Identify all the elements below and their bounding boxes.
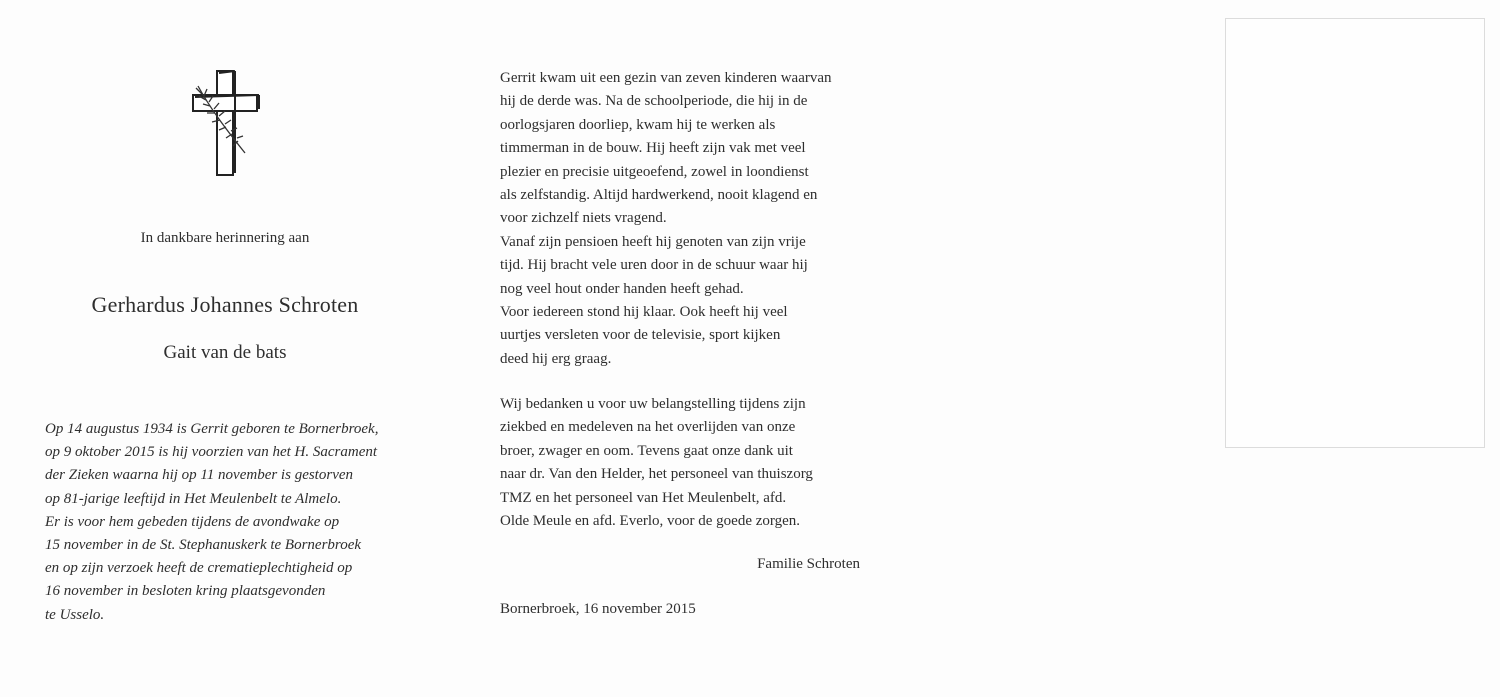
biography-text bbox=[45, 418, 425, 627]
story-line: deed hij erg graag. bbox=[500, 350, 612, 367]
bio-line: 15 november in de St. Stephanuskerk te Bornerbroek bbox=[45, 537, 362, 554]
story-line: voor zichzelf niets vragend. bbox=[500, 210, 667, 227]
bio-line: Op 14 augustus 1934 is Gerrit geboren te Bornerbroek, bbox=[45, 421, 379, 437]
place-date: Bornerbroek, 16 november 2015 bbox=[500, 601, 696, 617]
story-line: Voor iedereen stond hij klaar. Ook heeft hij veel bbox=[500, 304, 788, 321]
bio-line: Er is voor hem gebeden tijdens de avondwake op bbox=[45, 513, 340, 530]
family-signature: Familie Schroten bbox=[757, 556, 860, 572]
story-line: timmerman in de bouw. Hij heeft zijn vak met veel bbox=[500, 140, 806, 157]
nickname: Gait van de bats bbox=[163, 342, 287, 363]
thanks-line: broer, zwager en oom. Tevens gaat onze dank uit bbox=[500, 442, 793, 459]
intro-text: In dankbare herinnering aan bbox=[140, 230, 310, 246]
story-line: hij de derde was. Na de schoolperiode, die hij in de bbox=[500, 93, 808, 110]
thanks-line: ziekbed en medeleven na het overlijden van onze bbox=[500, 419, 796, 436]
bio-line: der Zieken waarna hij op 11 november is gestorven bbox=[45, 467, 354, 484]
thanks-text bbox=[500, 393, 870, 533]
bio-line: op 81-jarige leeftijd in Het Meulenbelt te Almelo. bbox=[45, 490, 342, 507]
story-line: Vanaf zijn pensioen heeft hij genoten van zijn vrije bbox=[500, 233, 806, 250]
thanks-line: naar dr. Van den Helder, het personeel van thuiszorg bbox=[500, 466, 813, 483]
thanks-line: Olde Meule en afd. Everlo, voor de goede zorgen. bbox=[500, 513, 801, 530]
story-line: als zelfstandig. Altijd hardwerkend, nooit klagend en bbox=[500, 187, 818, 204]
story-line: uurtjes versleten voor de televisie, sport kijken bbox=[500, 327, 781, 344]
story-line: tijd. Hij bracht vele uren door in de schuur waar hij bbox=[500, 257, 808, 274]
thanks-line: Wij bedanken u voor uw belangstelling tijdens zijn bbox=[500, 396, 806, 412]
bio-line: te Usselo. bbox=[45, 606, 105, 623]
story-line: Gerrit kwam uit een gezin van zeven kinderen waarvan bbox=[500, 70, 832, 86]
bio-line: en op zijn verzoek heeft de crematieplechtigheid op bbox=[45, 560, 353, 577]
story-line: oorlogsjaren doorliep, kwam hij te werken als bbox=[500, 116, 776, 133]
story-line: nog veel hout onder handen heeft gehad. bbox=[500, 280, 744, 297]
thanks-line: TMZ en het personeel van Het Meulenbelt, afd. bbox=[500, 489, 787, 506]
deceased-name: Gerhardus Johannes Schroten bbox=[91, 292, 359, 317]
bio-line: op 9 oktober 2015 is hij voorzien van het H. Sacrament bbox=[45, 444, 378, 461]
story-line: plezier en precisie uitgeoefend, zowel in loondienst bbox=[500, 163, 809, 180]
photo-placeholder bbox=[1225, 18, 1485, 448]
cross-with-palm-icon bbox=[190, 68, 260, 178]
life-story-text bbox=[500, 67, 870, 371]
bio-line: 16 november in besloten kring plaatsgevonden bbox=[45, 583, 326, 600]
